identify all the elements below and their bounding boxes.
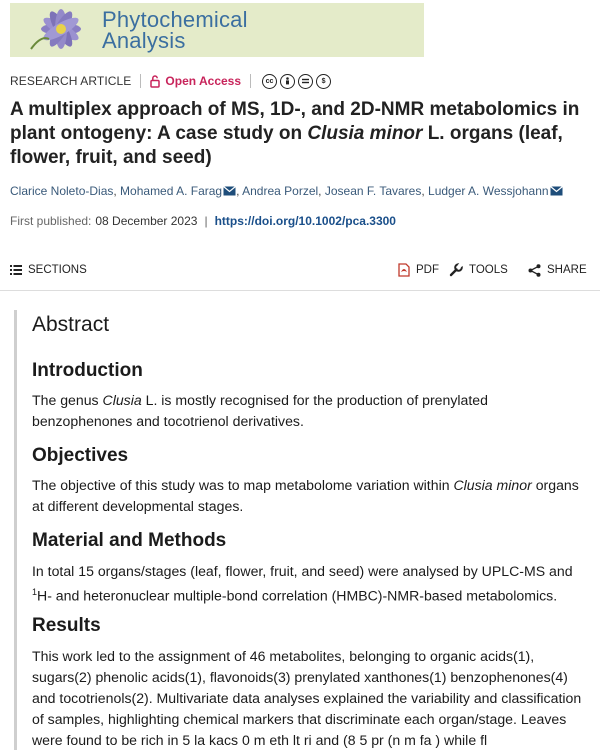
sections-button[interactable] bbox=[10, 260, 87, 280]
journal-banner[interactable] bbox=[10, 3, 424, 57]
article-toolbar bbox=[0, 260, 600, 280]
methods-heading: Material and Methods bbox=[32, 530, 227, 551]
nd-icon bbox=[298, 74, 313, 89]
divider: | bbox=[204, 214, 208, 228]
objectives-heading: Objectives bbox=[32, 445, 129, 466]
publication-info bbox=[10, 214, 396, 228]
article-title: A multiplex approach of MS, 1D-, and 2D-NMR metabolomics in plant ontogeny: A case study on Clusia minor L. organs (leaf, flower, fruit, and seed) bbox=[10, 99, 580, 168]
author-link[interactable]: Josean F. Tavares bbox=[324, 184, 422, 198]
license-icons[interactable] bbox=[262, 74, 334, 89]
author-link[interactable]: Mohamed A. Farag bbox=[120, 184, 223, 198]
cc-icon: cc bbox=[262, 74, 277, 89]
abstract-section bbox=[14, 310, 600, 750]
share-label: SHARE bbox=[547, 264, 587, 276]
first-published-label: First published: bbox=[10, 214, 92, 228]
journal-name-line1: Phytochemical bbox=[102, 7, 248, 32]
email-icon[interactable] bbox=[223, 186, 236, 196]
first-published-date: 08 December 2023 bbox=[95, 214, 198, 228]
email-icon[interactable] bbox=[550, 186, 563, 196]
divider bbox=[0, 290, 600, 291]
results-text: This work led to the assignment of 46 metabolites, belonging to organic acids(1), sugars(2) phenolic acids(1), flavonoids(3) prenylated xanthones(1) benzophenones(4) and tocotrienols(2). Multivariate data analyses explained the variability and classification of samples, highlighting chemical markers that discriminate each organ/stage. Leaves were found to be rich in 5 la kacs 0 m eth lt ri and (8 5 pr (n m fa ) while fl bbox=[32, 648, 582, 748]
pdf-button[interactable] bbox=[398, 260, 439, 280]
introduction-text: The genus Clusia L. is mostly recognised for the production of prenylated benzophenones and tocotrienol derivatives. bbox=[32, 392, 488, 429]
wrench-icon bbox=[449, 263, 463, 277]
divider bbox=[250, 74, 251, 88]
article-meta-row bbox=[10, 71, 334, 91]
pdf-icon bbox=[398, 263, 410, 277]
share-button[interactable] bbox=[528, 260, 587, 280]
author-list: Clarice Noleto-Dias, Mohamed A. Farag , Andrea Porzel, Josean F. Tavares, Ludger A. Wessjohann bbox=[10, 184, 595, 198]
flower-logo-icon bbox=[10, 3, 102, 57]
pdf-label: PDF bbox=[416, 264, 439, 276]
author-link[interactable]: Ludger A. Wessjohann bbox=[428, 184, 549, 198]
introduction-heading: Introduction bbox=[32, 360, 143, 381]
doi-link[interactable]: https://doi.org/10.1002/pca.3300 bbox=[214, 214, 396, 228]
tools-label: TOOLS bbox=[469, 264, 508, 276]
nc-icon: $ bbox=[316, 74, 331, 89]
sections-label: SECTIONS bbox=[28, 264, 87, 276]
lock-open-icon bbox=[150, 75, 160, 88]
by-icon bbox=[280, 74, 295, 89]
author-link[interactable]: Clarice Noleto-Dias bbox=[10, 184, 114, 198]
abstract-heading: Abstract bbox=[32, 313, 110, 336]
results-heading: Results bbox=[32, 615, 101, 636]
list-icon bbox=[10, 265, 22, 275]
tools-button[interactable] bbox=[449, 260, 508, 280]
journal-name-line2: Analysis bbox=[102, 28, 186, 53]
methods-text: In total 15 organs/stages (leaf, flower, fruit, and seed) were analysed by UPLC-MS and $^1$H- and heteronuclear multiple-bond correlation (HMBC)-NMR-based metabolomics. bbox=[32, 563, 573, 604]
open-access-badge[interactable] bbox=[150, 74, 241, 88]
article-type: RESEARCH ARTICLE bbox=[10, 74, 132, 88]
objectives-text: The objective of this study was to map metabolome variation within Clusia minor organs at different developmental stages. bbox=[32, 477, 579, 514]
journal-title[interactable] bbox=[102, 9, 248, 51]
divider bbox=[140, 74, 141, 88]
share-icon bbox=[528, 264, 541, 277]
open-access-label: Open Access bbox=[165, 74, 242, 88]
author-link[interactable]: Andrea Porzel bbox=[242, 184, 319, 198]
